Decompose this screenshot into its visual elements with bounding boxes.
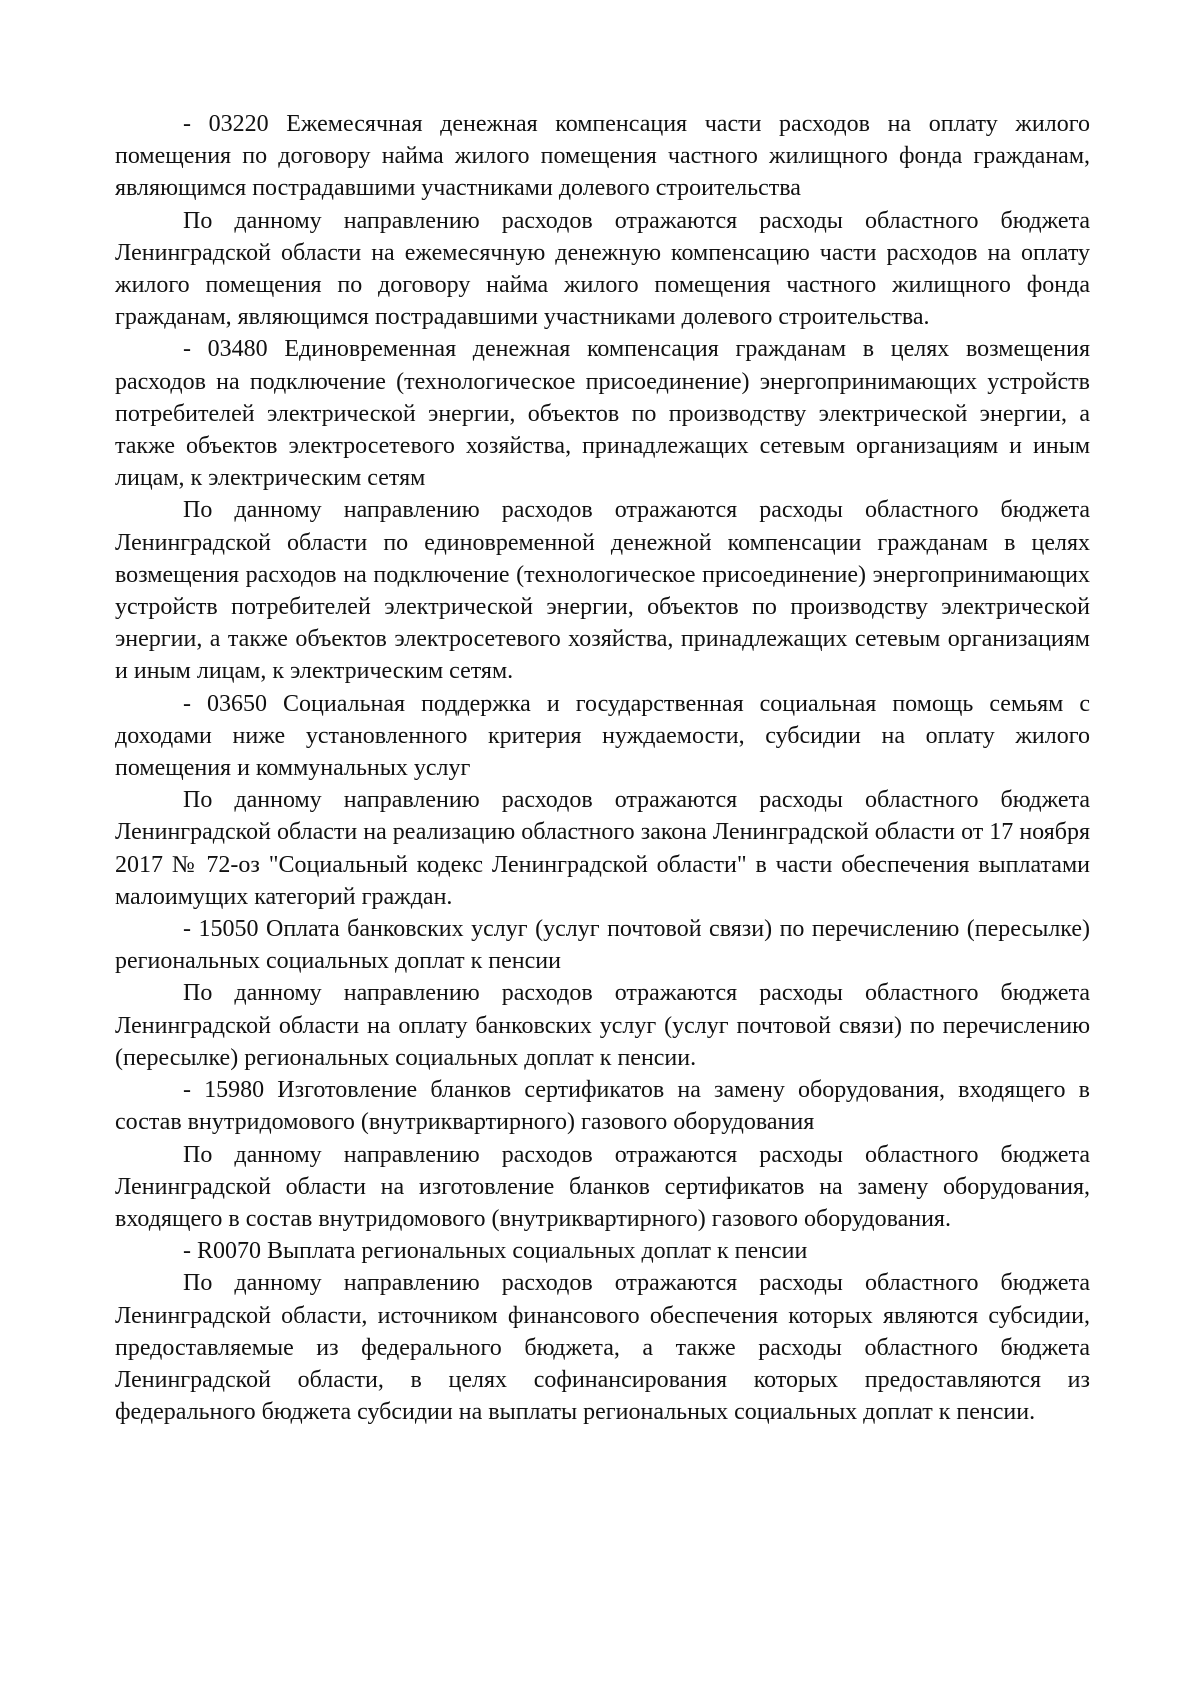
paragraph-03650-body: По данному направлению расходов отражаются расходы областного бюджета Ленинградской области на реализацию областного закона Ленинградской области от 17 ноября 2017 № 72-оз "Социальный кодекс Ленинградской области" в части обеспечения выплатами малоимущих категорий граждан. xyxy=(115,787,1090,910)
paragraph-r0070-body: По данному направлению расходов отражаются расходы областного бюджета Ленинградской области, источником финансового обеспечения которых являются субсидии, предоставляемые из федерального бюджета, а также расходы областного бюджета Ленинградской области, в целях софинансирования которых предоставляются из федерального бюджета субсидии на выплаты региональных социальных доплат к пенсии. xyxy=(115,1270,1090,1426)
paragraph-03220-heading: - 03220 Ежемесячная денежная компенсация части расходов на оплату жилого помещения по договору найма жилого помещения частного жилищного фонда гражданам, являющимся пострадавшими участниками долевого строительства xyxy=(115,111,1090,202)
paragraph-15050-body: По данному направлению расходов отражаются расходы областного бюджета Ленинградской области на оплату банковских услуг (услуг почтовой связи) по перечислению (пересылке) региональных социальных доплат к пенсии. xyxy=(115,980,1090,1071)
paragraph-r0070-heading: - R0070 Выплата региональных социальных доплат к пенсии xyxy=(183,1238,808,1265)
paragraph-15050-heading: - 15050 Оплата банковских услуг (услуг почтовой связи) по перечислению (пересылке) региональных социальных доплат к пенсии xyxy=(115,916,1090,975)
paragraph-03480-body: По данному направлению расходов отражаются расходы областного бюджета Ленинградской области по единовременной денежной компенсации гражданам в целях возмещения расходов на подключение (технологическое присоединение) энергопринимающих устройств потребителей электрической энергии, объектов по производству электрической энергии, а также объектов электросетевого хозяйства, принадлежащих сетевым организациям и иным лицам, к электрическим сетям. xyxy=(115,497,1090,685)
paragraph-03650-heading: - 03650 Социальная поддержка и государственная социальная помощь семьям с доходами ниже установленного критерия нуждаемости, субсидии на оплату жилого помещения и коммунальных услуг xyxy=(115,690,1090,782)
paragraph-15980-heading: - 15980 Изготовление бланков сертификатов на замену оборудования, входящего в состав внутридомового (внутриквартирного) газового оборудования xyxy=(115,1077,1090,1136)
paragraph-15980-body: По данному направлению расходов отражаются расходы областного бюджета Ленинградской области на изготовление бланков сертификатов на замену оборудования, входящего в состав внутридомового (внутриквартирного) газового оборудования. xyxy=(115,1141,1090,1232)
paragraph-03220-body: По данному направлению расходов отражаются расходы областного бюджета Ленинградской области на ежемесячную денежную компенсацию части расходов на оплату жилого помещения по договору найма жилого помещения частного жилищного фонда гражданам, являющимся пострадавшими участниками долевого строительства. xyxy=(115,207,1090,331)
paragraph-03480-heading: - 03480 Единовременная денежная компенсация гражданам в целях возмещения расходов на подключение (технологическое присоединение) энергопринимающих устройств потребителей электрической энергии, объектов по производству электрической энергии, а также объектов электросетевого хозяйства, принадлежащих сетевым организациям и иным лицам, к электрическим сетям xyxy=(115,336,1090,492)
document-page xyxy=(115,108,1090,1428)
